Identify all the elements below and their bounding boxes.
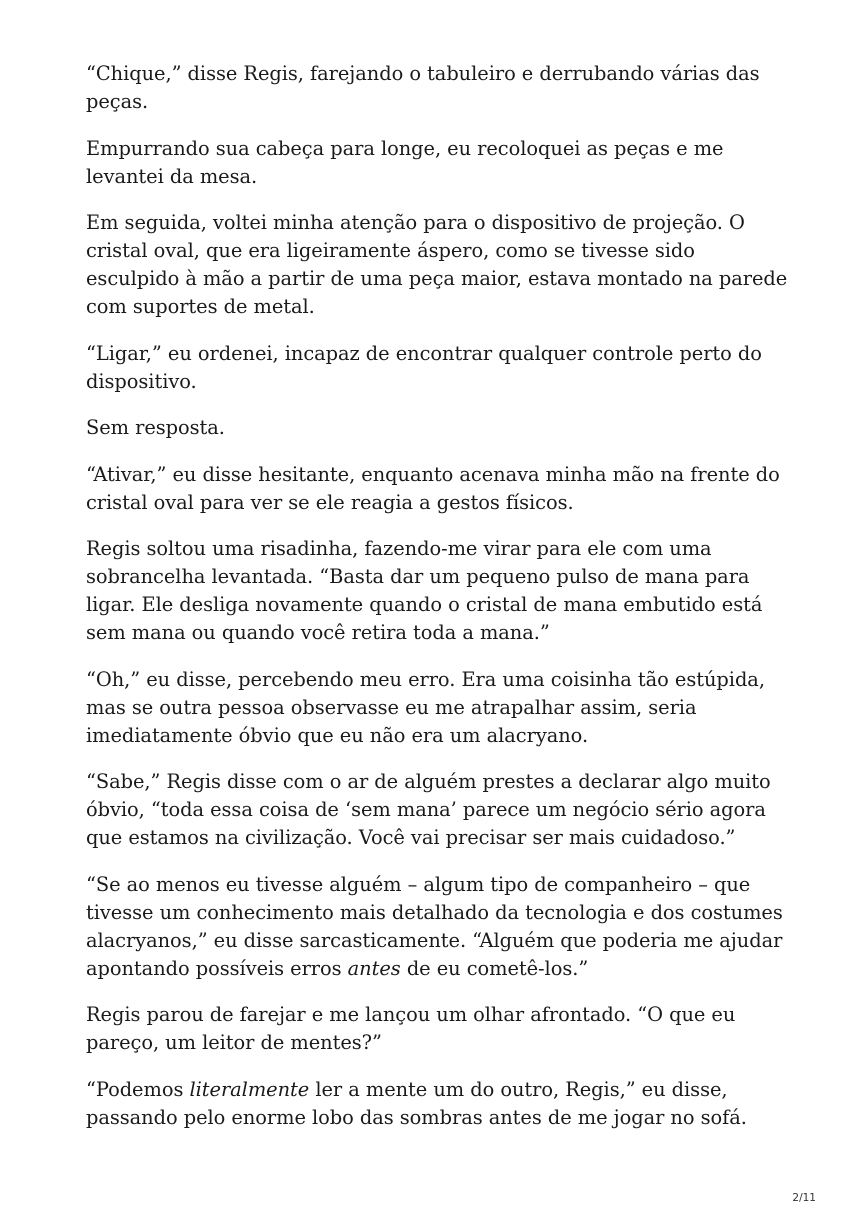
text-run: de eu cometê-los.” [400, 956, 589, 980]
italic-text: literalmente [189, 1077, 310, 1101]
text-run: “Ligar,” eu ordenei, incapaz de encontrar qualquer controle perto do dispositivo. [86, 341, 762, 393]
text-run: “Chique,” disse Regis, farejando o tabuleiro e derrubando várias das peças. [86, 62, 760, 113]
paragraph [86, 414, 791, 442]
paragraph [86, 1001, 791, 1057]
text-run: Empurrando sua cabeça para longe, eu recoloquei as peças e me levantei da mesa. [86, 136, 724, 188]
text-run: “Podemos [86, 1077, 190, 1101]
paragraph [86, 60, 791, 116]
text-run: ler a mente um do outro, Regis,” eu disse, passando pelo enorme lobo das sombras antes de me jogar no sofá. [86, 1077, 747, 1129]
text-run: “Ativar,” eu disse hesitante, enquanto acenava minha mão na frente do cristal oval para ver se ele reagia a gestos físicos. [86, 462, 780, 514]
paragraph [86, 340, 791, 396]
paragraph [86, 209, 791, 321]
paragraph [86, 135, 791, 191]
paragraph [86, 666, 791, 750]
text-run: “Se ao menos eu tivesse alguém – algum tipo de companheiro – que tivesse um conhecimento mais detalhado da tecnologia e dos costumes alacryanos,” eu disse sarcasticamente. “Alguém que poderia me ajudar apontando possíveis erros [86, 872, 783, 980]
paragraph [86, 1076, 791, 1132]
paragraph [86, 871, 791, 983]
text-run: Sem resposta. [86, 416, 225, 439]
paragraph [86, 768, 791, 852]
text-run: “Oh,” eu disse, percebendo meu erro. Era uma coisinha tão estúpida, mas se outra pessoa observasse eu me atrapalhar assim, seria imediatamente óbvio que eu não era um alacryano. [86, 667, 765, 747]
text-run: Regis parou de farejar e me lançou um olhar afrontado. “O que eu pareço, um leitor de mentes?” [86, 1003, 736, 1054]
page-number: 2/11 [792, 1192, 816, 1204]
text-run: Regis soltou uma risadinha, fazendo-me virar para ele com uma sobrancelha levantada. “Basta dar um pequeno pulso de mana para ligar. Ele desliga novamente quando o cristal de mana embutido está sem mana ou quando você retira toda a mana.” [86, 537, 763, 644]
italic-text: antes [347, 956, 401, 980]
text-run: Em seguida, voltei minha atenção para o dispositivo de projeção. O cristal oval, que era ligeiramente áspero, como se tivesse sido esculpido à mão a partir de uma peça maior, estava montado na parede com suportes de metal. [86, 211, 788, 318]
paragraph [86, 535, 791, 647]
text-run: “Sabe,” Regis disse com o ar de alguém prestes a declarar algo muito óbvio, “toda essa coisa de ‘sem mana’ parece um negócio sério agora que estamos na civilização. Você vai precisar ser mais cuidadoso.” [86, 770, 771, 849]
paragraph [86, 461, 791, 517]
text-body [86, 60, 791, 1150]
